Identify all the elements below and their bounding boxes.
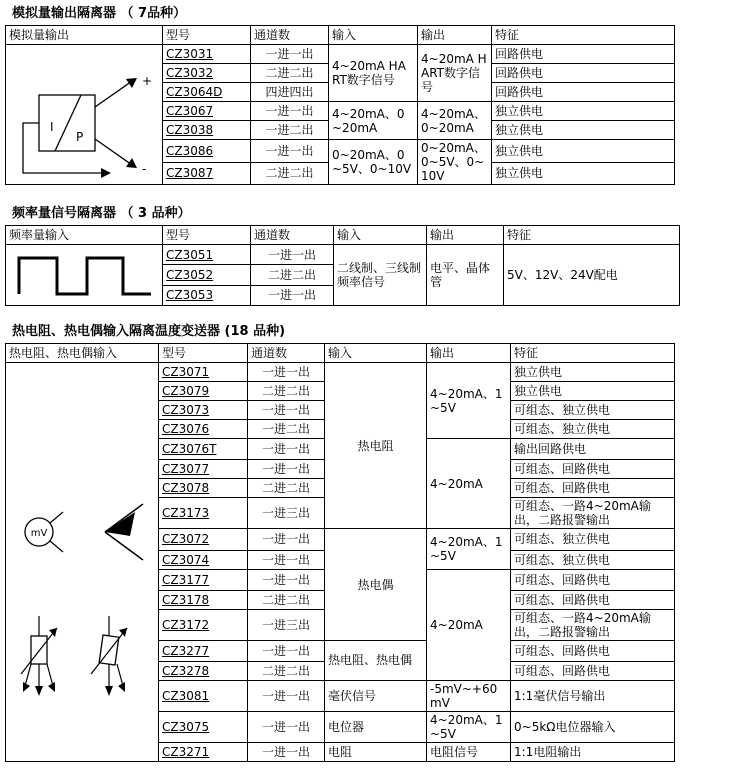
output-cell: 4~20mA、1~5V bbox=[427, 363, 511, 439]
ip-converter-diagram bbox=[6, 45, 163, 185]
model-cell bbox=[159, 609, 248, 640]
model-link[interactable]: CZ3079 bbox=[162, 384, 210, 398]
header-analog-output: 模拟量输出 bbox=[6, 26, 163, 45]
model-link[interactable]: CZ3038 bbox=[166, 123, 214, 137]
channels-cell: 一进一出 bbox=[248, 363, 325, 382]
header-output: 输出 bbox=[427, 226, 504, 245]
model-link[interactable]: CZ3277 bbox=[162, 643, 210, 658]
model-cell bbox=[159, 498, 248, 529]
analog-output-isolator-table bbox=[5, 25, 675, 185]
model-link[interactable]: CZ3081 bbox=[162, 689, 210, 703]
feature-cell: 可组态、独立供电 bbox=[511, 529, 675, 550]
model-link[interactable]: CZ3077 bbox=[162, 462, 210, 477]
model-cell bbox=[159, 439, 248, 460]
model-cell bbox=[159, 420, 248, 439]
section3-title: 热电阻、热电偶输入隔离温度变送器 (18 品种) bbox=[12, 324, 286, 339]
model-link[interactable]: CZ3178 bbox=[162, 592, 210, 607]
model-link[interactable]: CZ3076T bbox=[162, 442, 217, 457]
output-cell: 4~20mA bbox=[427, 439, 511, 529]
feature-cell: 输出回路供电 bbox=[511, 439, 675, 460]
feature-cell: 可组态、一路4~20mA输出，二路报警输出 bbox=[511, 609, 675, 640]
channels-cell: 四进四出 bbox=[251, 83, 329, 102]
output-cell: 0~20mA、0~5V、0~10V bbox=[418, 140, 492, 185]
model-link[interactable]: CZ3278 bbox=[162, 664, 210, 678]
channels-cell: 一进一出 bbox=[251, 285, 334, 305]
feature-cell: 可组态、回路供电 bbox=[511, 569, 675, 590]
channels-cell: 一进一出 bbox=[251, 245, 334, 265]
input-cell: 二线制、三线制频率信号 bbox=[334, 245, 427, 306]
model-cell bbox=[159, 382, 248, 401]
channels-cell: 二进二出 bbox=[251, 162, 329, 185]
output-cell: 4~20mA HART数字信号 bbox=[418, 45, 492, 102]
ip-converter-icon bbox=[9, 47, 159, 183]
feature-cell: 回路供电 bbox=[492, 83, 675, 102]
table-row bbox=[6, 245, 680, 265]
channels-cell: 一进一出 bbox=[251, 102, 329, 121]
channels-cell: 一进一出 bbox=[248, 439, 325, 460]
feature-cell: 独立供电 bbox=[511, 382, 675, 401]
sensor-symbols-diagram bbox=[6, 363, 159, 762]
input-cell: 热电偶 bbox=[325, 529, 427, 641]
table-row bbox=[6, 45, 675, 64]
input-cell: 0~20mA、0~5V、0~10V bbox=[329, 140, 418, 185]
section2-title: 频率量信号隔离器 （ 3 品种） bbox=[12, 206, 191, 221]
header-input: 输入 bbox=[334, 226, 427, 245]
feature-cell: 可组态、独立供电 bbox=[511, 420, 675, 439]
channels-cell: 一进一出 bbox=[251, 140, 329, 163]
output-cell: 4~20mA、1~5V bbox=[427, 712, 511, 743]
channels-cell: 一进一出 bbox=[248, 681, 325, 712]
model-cell bbox=[163, 102, 251, 121]
model-cell bbox=[159, 401, 248, 420]
header-feature: 特征 bbox=[511, 344, 675, 363]
model-link[interactable]: CZ3086 bbox=[166, 143, 214, 158]
input-cell: 电位器 bbox=[325, 712, 427, 743]
feature-cell: 独立供电 bbox=[511, 363, 675, 382]
channels-cell: 一进二出 bbox=[248, 420, 325, 439]
header-feature: 特征 bbox=[504, 226, 680, 245]
feature-cell: 独立供电 bbox=[492, 140, 675, 163]
input-cell: 4~20mA HART数字信号 bbox=[329, 45, 418, 102]
model-cell bbox=[163, 45, 251, 64]
model-cell bbox=[159, 712, 248, 743]
header-model: 型号 bbox=[159, 344, 248, 363]
table-row bbox=[6, 363, 675, 382]
feature-cell: 独立供电 bbox=[492, 162, 675, 185]
input-cell: 电阻 bbox=[325, 743, 427, 762]
channels-cell: 一进一出 bbox=[248, 401, 325, 420]
model-link[interactable]: CZ3071 bbox=[162, 365, 210, 379]
model-link[interactable]: CZ3051 bbox=[166, 247, 214, 262]
channels-cell: 二进二出 bbox=[248, 479, 325, 498]
input-cell: 毫伏信号 bbox=[325, 681, 427, 712]
sensor-symbols-icon bbox=[9, 364, 155, 760]
channels-cell: 二进二出 bbox=[248, 662, 325, 681]
header-feature: 特征 bbox=[492, 26, 675, 45]
frequency-isolator-table bbox=[5, 225, 680, 306]
model-cell bbox=[163, 121, 251, 140]
model-link[interactable]: CZ3074 bbox=[162, 552, 210, 567]
model-cell bbox=[159, 569, 248, 590]
model-link[interactable]: CZ3031 bbox=[166, 47, 214, 61]
header-channels: 通道数 bbox=[251, 26, 329, 45]
output-cell: 4~20mA、0~20mA bbox=[418, 102, 492, 140]
channels-cell: 二进二出 bbox=[248, 590, 325, 609]
channels-cell: 一进三出 bbox=[248, 609, 325, 640]
svg-text:mV: mV bbox=[30, 528, 48, 539]
header-model: 型号 bbox=[163, 226, 251, 245]
model-link[interactable]: CZ3067 bbox=[166, 104, 214, 118]
model-link[interactable]: CZ3177 bbox=[162, 572, 210, 587]
section1-title: 模拟量输出隔离器 （ 7品种） bbox=[12, 6, 187, 21]
model-link[interactable]: CZ3072 bbox=[162, 532, 210, 547]
square-wave-diagram bbox=[6, 245, 163, 306]
model-link[interactable]: CZ3173 bbox=[162, 506, 210, 521]
table-header-row bbox=[6, 26, 675, 45]
model-cell bbox=[159, 460, 248, 479]
model-cell bbox=[163, 64, 251, 83]
header-output: 输出 bbox=[427, 344, 511, 363]
feature-cell: 1:1毫伏信号输出 bbox=[511, 681, 675, 712]
feature-cell: 可组态、回路供电 bbox=[511, 460, 675, 479]
model-cell bbox=[163, 140, 251, 163]
model-cell bbox=[159, 529, 248, 550]
output-cell: 电阻信号 bbox=[427, 743, 511, 762]
output-cell: -5mV~+60mV bbox=[427, 681, 511, 712]
model-cell bbox=[163, 285, 251, 305]
temperature-transmitter-table bbox=[5, 343, 675, 762]
model-link[interactable]: CZ3053 bbox=[166, 288, 214, 303]
svg-text:+: + bbox=[142, 73, 153, 88]
output-cell: 电平、晶体管 bbox=[427, 245, 504, 306]
header-frequency-input: 频率量输入 bbox=[6, 226, 163, 245]
channels-cell: 一进一出 bbox=[248, 640, 325, 661]
model-link[interactable]: CZ3032 bbox=[166, 66, 214, 80]
svg-text:I: I bbox=[50, 119, 54, 134]
model-cell bbox=[159, 363, 248, 382]
header-channels: 通道数 bbox=[251, 226, 334, 245]
square-wave-icon bbox=[9, 246, 159, 304]
channels-cell: 二进二出 bbox=[251, 64, 329, 83]
svg-text:-: - bbox=[142, 161, 147, 176]
channels-cell: 一进一出 bbox=[248, 712, 325, 743]
channels-cell: 一进一出 bbox=[251, 45, 329, 64]
model-cell bbox=[159, 743, 248, 762]
model-link[interactable]: CZ3064D bbox=[166, 85, 223, 99]
channels-cell: 一进一出 bbox=[248, 743, 325, 762]
header-output: 输出 bbox=[418, 26, 492, 45]
model-cell bbox=[163, 245, 251, 265]
feature-cell: 可组态、独立供电 bbox=[511, 401, 675, 420]
input-cell: 4~20mA、0~20mA bbox=[329, 102, 418, 140]
feature-cell: 独立供电 bbox=[492, 102, 675, 121]
channels-cell: 二进二出 bbox=[251, 265, 334, 285]
svg-text:P: P bbox=[76, 129, 84, 144]
channels-cell: 一进一出 bbox=[248, 550, 325, 569]
channels-cell: 一进三出 bbox=[248, 498, 325, 529]
model-link[interactable]: CZ3076 bbox=[162, 422, 210, 436]
model-link[interactable]: CZ3078 bbox=[162, 481, 210, 496]
channels-cell: 二进二出 bbox=[248, 382, 325, 401]
model-cell bbox=[159, 662, 248, 681]
output-cell: 4~20mA bbox=[427, 569, 511, 681]
feature-cell: 可组态、回路供电 bbox=[511, 662, 675, 681]
feature-cell: 可组态、回路供电 bbox=[511, 479, 675, 498]
model-cell bbox=[159, 479, 248, 498]
feature-cell: 1:1电阻输出 bbox=[511, 743, 675, 762]
header-channels: 通道数 bbox=[248, 344, 325, 363]
model-link[interactable]: CZ3052 bbox=[166, 267, 214, 282]
header-input: 输入 bbox=[329, 26, 418, 45]
input-cell: 热电阻 bbox=[325, 363, 427, 529]
channels-cell: 一进一出 bbox=[248, 529, 325, 550]
table-header-row bbox=[6, 226, 680, 245]
feature-cell: 可组态、独立供电 bbox=[511, 550, 675, 569]
model-cell bbox=[163, 265, 251, 285]
feature-cell: 独立供电 bbox=[492, 121, 675, 140]
model-cell bbox=[163, 83, 251, 102]
model-cell bbox=[159, 640, 248, 661]
model-link[interactable]: CZ3172 bbox=[162, 617, 210, 632]
input-cell: 热电阻、热电偶 bbox=[325, 640, 427, 680]
channels-cell: 一进二出 bbox=[251, 121, 329, 140]
table-header-row bbox=[6, 344, 675, 363]
feature-cell: 可组态、回路供电 bbox=[511, 640, 675, 661]
model-cell bbox=[163, 162, 251, 185]
header-input: 输入 bbox=[325, 344, 427, 363]
feature-cell: 5V、12V、24V配电 bbox=[504, 245, 680, 306]
channels-cell: 一进一出 bbox=[248, 460, 325, 479]
model-link[interactable]: CZ3271 bbox=[162, 745, 210, 759]
header-model: 型号 bbox=[163, 26, 251, 45]
header-rtd-tc-input: 热电阻、热电偶输入 bbox=[6, 344, 159, 363]
model-cell bbox=[159, 550, 248, 569]
feature-cell: 回路供电 bbox=[492, 45, 675, 64]
model-cell bbox=[159, 590, 248, 609]
model-cell bbox=[159, 681, 248, 712]
feature-cell: 可组态、一路4~20mA输出，二路报警输出 bbox=[511, 498, 675, 529]
feature-cell: 可组态、回路供电 bbox=[511, 590, 675, 609]
channels-cell: 一进一出 bbox=[248, 569, 325, 590]
model-link[interactable]: CZ3075 bbox=[162, 720, 210, 734]
feature-cell: 回路供电 bbox=[492, 64, 675, 83]
model-link[interactable]: CZ3073 bbox=[162, 403, 210, 417]
model-link[interactable]: CZ3087 bbox=[166, 166, 214, 181]
feature-cell: 0~5kΩ电位器输入 bbox=[511, 712, 675, 743]
output-cell: 4~20mA、1~5V bbox=[427, 529, 511, 569]
